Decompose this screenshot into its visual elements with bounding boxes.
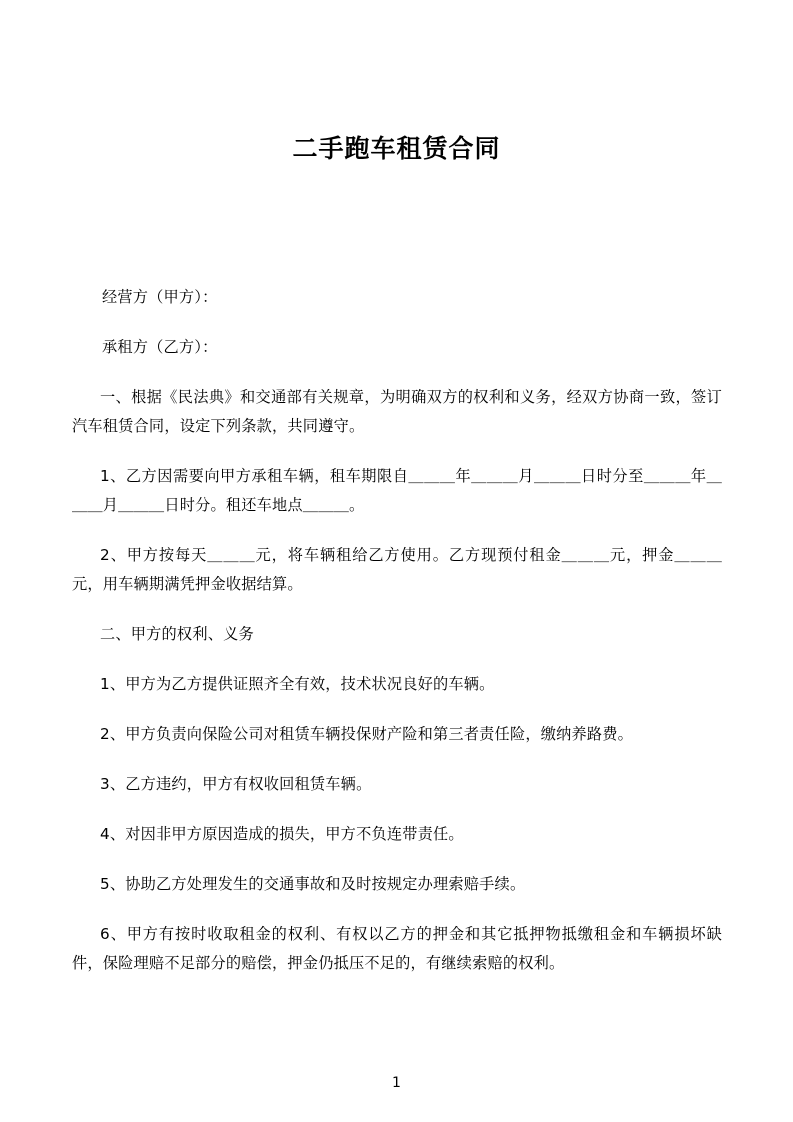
paragraph-item-1-1: 1、乙方因需要向甲方承租车辆，租车期限自＿＿＿年＿＿＿月＿＿＿日时分至＿＿＿年＿＿＿月＿＿＿日时分。租还车地点＿＿＿。	[72, 467, 722, 514]
page-number: 1	[392, 1075, 401, 1091]
paragraph-party-a: 经营方（甲方）：	[102, 288, 218, 306]
paragraph-item-2-6: 6、甲方有按时收取租金的权利、有权以乙方的押金和其它抵押物抵缴租金和车辆损坏缺件，保险理赔不足部分的赔偿，押金仍抵压不足的，有继续索赔的权利。	[72, 925, 722, 972]
paragraph-item-2-2: 2、甲方负责向保险公司对租赁车辆投保财产险和第三者责任险，缴纳养路费。	[100, 725, 634, 743]
paragraph-item-1-2: 2、甲方按每天＿＿＿元，将车辆租给乙方使用。乙方现预付租金＿＿＿元，押金＿＿＿元，用车辆期满凭押金收据结算。	[72, 546, 722, 593]
paragraph-item-2-1: 1、甲方为乙方提供证照齐全有效，技术状况良好的车辆。	[100, 675, 495, 693]
paragraph-section-two: 二、甲方的权利、义务	[100, 625, 254, 643]
paragraph-section-one: 一、根据《民法典》和交通部有关规章，为明确双方的权利和义务，经双方协商一致，签订汽车租赁合同，设定下列条款，共同遵守。	[72, 388, 722, 435]
paragraph-item-2-3: 3、乙方违约，甲方有权收回租赁车辆。	[100, 775, 372, 793]
paragraph-item-2-4: 4、对因非甲方原因造成的损失，甲方不负连带责任。	[100, 825, 464, 843]
paragraph-item-2-5: 5、协助乙方处理发生的交通事故和及时按规定办理索赔手续。	[100, 875, 526, 893]
paragraph-party-b: 承租方（乙方）：	[102, 338, 218, 356]
page-title: 二手跑车租赁合同	[292, 134, 501, 163]
document-body	[72, 283, 722, 999]
